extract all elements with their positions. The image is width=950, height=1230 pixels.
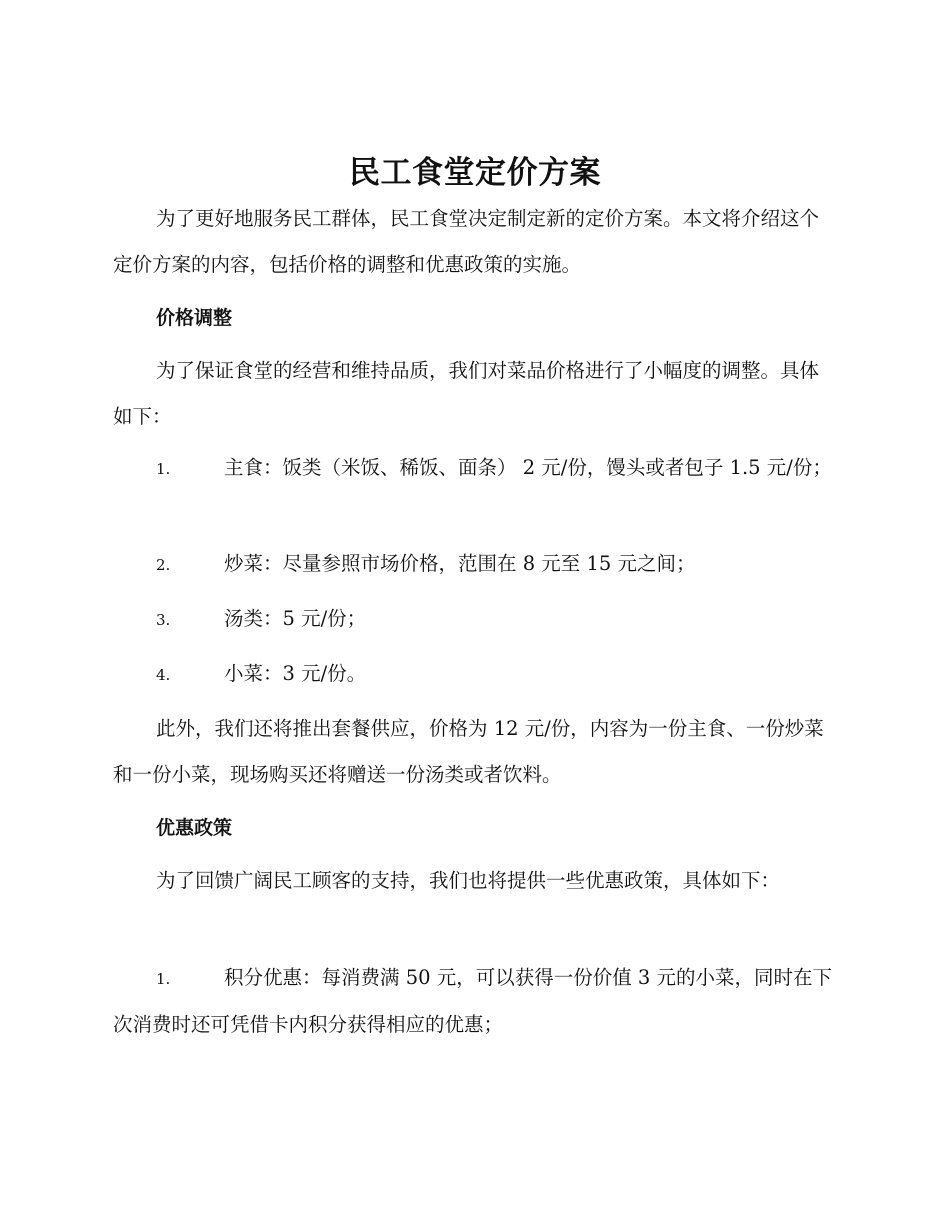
list-item-number: 4.	[156, 666, 171, 684]
list-item-number: 1.	[156, 970, 171, 988]
list-item-text: 炒菜：尽量参照市场价格，范围在 8 元至 15 元之间；	[224, 552, 696, 575]
page-title: 民工食堂定价方案	[349, 155, 601, 191]
list-item-text: 小菜：3 元/份。	[224, 662, 367, 685]
list-item	[113, 596, 833, 643]
list-item-number: 2.	[156, 556, 171, 574]
list-item-text: 积分优惠：每消费满 50 元，可以获得一份价值 3 元的小菜，同时在下次消费时还可凭借卡内积分获得相应的优惠；	[113, 966, 833, 1036]
intro-paragraph: 为了更好地服务民工群体，民工食堂决定制定新的定价方案。本文将介绍这个定价方案的内容，包括价格的调整和优惠政策的实施。	[113, 207, 820, 276]
list-item-text: 汤类：5 元/份；	[224, 607, 367, 630]
list-item	[113, 445, 833, 492]
list-item	[113, 651, 833, 698]
list-item	[113, 541, 833, 588]
set-meal-paragraph: 此外，我们还将推出套餐供应，价格为 12 元/份，内容为一份主食、一份炒菜和一份小菜，现场购买还将赠送一份汤类或者饮料。	[113, 717, 824, 786]
list-item-text: 主食：饭类（米饭、稀饭、面条） 2 元/份，馒头或者包子 1.5 元/份；	[224, 456, 832, 479]
section-heading-discount-policy: 优惠政策	[156, 817, 233, 839]
section-heading-price-adjustment: 价格调整	[156, 307, 233, 329]
list-item-number: 1.	[156, 460, 171, 478]
list-item-number: 3.	[156, 611, 171, 629]
price-adjustment-paragraph: 为了保证食堂的经营和维持品质，我们对菜品价格进行了小幅度的调整。具体如下：	[113, 359, 820, 428]
discount-policy-paragraph: 为了回馈广阔民工顾客的支持，我们也将提供一些优惠政策，具体如下：	[156, 869, 781, 892]
list-item	[113, 955, 833, 1048]
